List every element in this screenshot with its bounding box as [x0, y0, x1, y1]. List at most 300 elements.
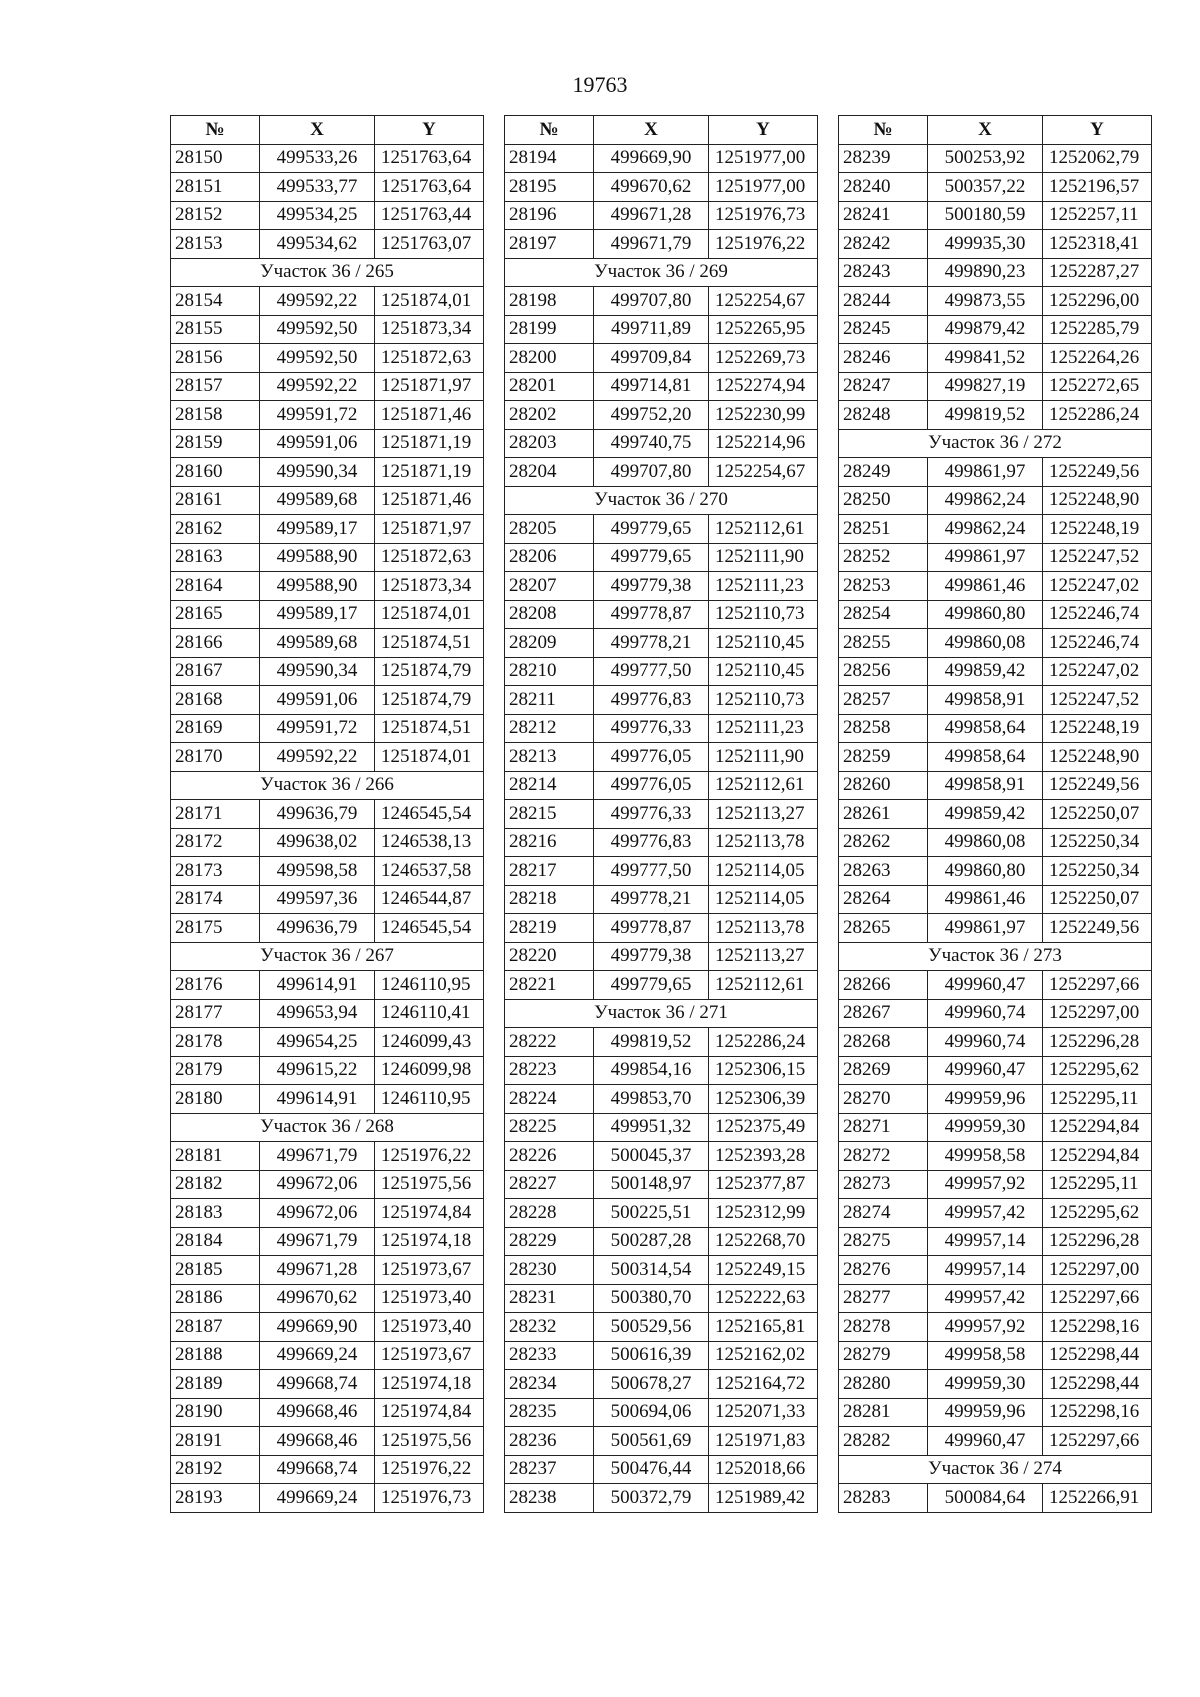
table-row — [171, 1484, 484, 1513]
y-coordinate-cell: 1246110,95 — [375, 971, 484, 1000]
point-number-cell: 28183 — [171, 1199, 260, 1228]
x-coordinate-cell: 499951,32 — [594, 1113, 709, 1142]
point-number-cell: 28205 — [505, 515, 594, 544]
x-coordinate-cell: 500253,92 — [928, 144, 1043, 173]
point-number-cell: 28282 — [839, 1427, 928, 1456]
section-title: Участок 36 / 265 — [171, 258, 484, 287]
y-coordinate-cell: 1251974,18 — [375, 1370, 484, 1399]
section-row — [171, 1113, 484, 1142]
point-number-cell: 28232 — [505, 1313, 594, 1342]
point-number-cell: 28199 — [505, 315, 594, 344]
point-number-cell: 28283 — [839, 1484, 928, 1513]
point-number-cell: 28269 — [839, 1056, 928, 1085]
x-coordinate-cell: 500084,64 — [928, 1484, 1043, 1513]
y-coordinate-cell: 1252249,56 — [1043, 458, 1152, 487]
x-coordinate-cell: 499636,79 — [260, 800, 375, 829]
x-coordinate-cell: 499740,75 — [594, 429, 709, 458]
point-number-cell: 28253 — [839, 572, 928, 601]
x-coordinate-cell: 499592,50 — [260, 344, 375, 373]
y-coordinate-cell: 1251763,64 — [375, 144, 484, 173]
y-coordinate-cell: 1252266,91 — [1043, 1484, 1152, 1513]
section-row — [505, 258, 818, 287]
point-number-cell: 28150 — [171, 144, 260, 173]
x-coordinate-cell: 499959,96 — [928, 1398, 1043, 1427]
table-row — [839, 857, 1152, 886]
x-coordinate-cell: 499776,83 — [594, 828, 709, 857]
table-row — [505, 1170, 818, 1199]
point-number-cell: 28246 — [839, 344, 928, 373]
header-row — [839, 116, 1152, 145]
table-row — [171, 1341, 484, 1370]
table-row — [171, 1256, 484, 1285]
y-coordinate-cell: 1252257,11 — [1043, 201, 1152, 230]
y-coordinate-cell: 1246538,13 — [375, 828, 484, 857]
point-number-cell: 28236 — [505, 1427, 594, 1456]
x-coordinate-cell: 499533,26 — [260, 144, 375, 173]
point-number-cell: 28256 — [839, 657, 928, 686]
x-coordinate-cell: 499589,17 — [260, 600, 375, 629]
point-number-cell: 28268 — [839, 1028, 928, 1057]
point-number-cell: 28181 — [171, 1142, 260, 1171]
y-coordinate-cell: 1252269,73 — [709, 344, 818, 373]
table-row — [839, 1427, 1152, 1456]
y-coordinate-cell: 1251976,73 — [375, 1484, 484, 1513]
y-coordinate-cell: 1251872,63 — [375, 344, 484, 373]
y-coordinate-cell: 1252295,11 — [1043, 1170, 1152, 1199]
x-coordinate-cell: 499959,30 — [928, 1113, 1043, 1142]
header-y: Y — [709, 116, 818, 145]
point-number-cell: 28164 — [171, 572, 260, 601]
point-number-cell: 28156 — [171, 344, 260, 373]
table-row — [505, 686, 818, 715]
x-coordinate-cell: 499638,02 — [260, 828, 375, 857]
table-row — [839, 372, 1152, 401]
table-row — [839, 743, 1152, 772]
x-coordinate-cell: 499668,46 — [260, 1427, 375, 1456]
table-row — [171, 401, 484, 430]
x-coordinate-cell: 500045,37 — [594, 1142, 709, 1171]
y-coordinate-cell: 1252287,27 — [1043, 258, 1152, 287]
y-coordinate-cell: 1252296,00 — [1043, 287, 1152, 316]
x-coordinate-cell: 500561,69 — [594, 1427, 709, 1456]
point-number-cell: 28265 — [839, 914, 928, 943]
table-row — [171, 1170, 484, 1199]
y-coordinate-cell: 1251873,34 — [375, 572, 484, 601]
table-row — [505, 429, 818, 458]
y-coordinate-cell: 1252295,62 — [1043, 1056, 1152, 1085]
x-coordinate-cell: 499779,38 — [594, 942, 709, 971]
table-row — [505, 1028, 818, 1057]
point-number-cell: 28235 — [505, 1398, 594, 1427]
y-coordinate-cell: 1252113,78 — [709, 914, 818, 943]
section-row — [171, 258, 484, 287]
y-coordinate-cell: 1252250,34 — [1043, 857, 1152, 886]
y-coordinate-cell: 1246544,87 — [375, 885, 484, 914]
y-coordinate-cell: 1252298,44 — [1043, 1370, 1152, 1399]
y-coordinate-cell: 1252393,28 — [709, 1142, 818, 1171]
table-row — [171, 515, 484, 544]
x-coordinate-cell: 499861,46 — [928, 885, 1043, 914]
table-row — [839, 999, 1152, 1028]
point-number-cell: 28221 — [505, 971, 594, 1000]
point-number-cell: 28182 — [171, 1170, 260, 1199]
table-row — [171, 1142, 484, 1171]
x-coordinate-cell: 499669,24 — [260, 1341, 375, 1370]
section-title: Участок 36 / 271 — [505, 999, 818, 1028]
x-coordinate-cell: 499709,84 — [594, 344, 709, 373]
y-coordinate-cell: 1252250,34 — [1043, 828, 1152, 857]
x-coordinate-cell: 499590,34 — [260, 458, 375, 487]
point-number-cell: 28188 — [171, 1341, 260, 1370]
table-row — [171, 743, 484, 772]
table-row — [839, 1484, 1152, 1513]
y-coordinate-cell: 1251977,00 — [709, 144, 818, 173]
x-coordinate-cell: 499589,68 — [260, 486, 375, 515]
y-coordinate-cell: 1252110,45 — [709, 629, 818, 658]
point-number-cell: 28204 — [505, 458, 594, 487]
y-coordinate-cell: 1252111,90 — [709, 743, 818, 772]
point-number-cell: 28170 — [171, 743, 260, 772]
point-number-cell: 28208 — [505, 600, 594, 629]
y-coordinate-cell: 1252164,72 — [709, 1370, 818, 1399]
x-coordinate-cell: 499614,91 — [260, 1085, 375, 1114]
section-title: Участок 36 / 272 — [839, 429, 1152, 458]
x-coordinate-cell: 499861,97 — [928, 458, 1043, 487]
y-coordinate-cell: 1252295,11 — [1043, 1085, 1152, 1114]
point-number-cell: 28202 — [505, 401, 594, 430]
y-coordinate-cell: 1252246,74 — [1043, 600, 1152, 629]
table-row — [171, 857, 484, 886]
table-row — [839, 287, 1152, 316]
y-coordinate-cell: 1246099,98 — [375, 1056, 484, 1085]
y-coordinate-cell: 1252306,39 — [709, 1085, 818, 1114]
table-row — [171, 144, 484, 173]
x-coordinate-cell: 499860,08 — [928, 629, 1043, 658]
point-number-cell: 28220 — [505, 942, 594, 971]
x-coordinate-cell: 499534,62 — [260, 230, 375, 259]
table-row — [171, 1199, 484, 1228]
x-coordinate-cell: 499668,46 — [260, 1398, 375, 1427]
x-coordinate-cell: 500148,97 — [594, 1170, 709, 1199]
point-number-cell: 28241 — [839, 201, 928, 230]
table-row — [505, 885, 818, 914]
table-row — [839, 1056, 1152, 1085]
y-coordinate-cell: 1252248,19 — [1043, 515, 1152, 544]
table-row — [171, 230, 484, 259]
y-coordinate-cell: 1252298,44 — [1043, 1341, 1152, 1370]
point-number-cell: 28237 — [505, 1455, 594, 1484]
y-coordinate-cell: 1252249,56 — [1043, 914, 1152, 943]
y-coordinate-cell: 1252110,73 — [709, 686, 818, 715]
x-coordinate-cell: 499589,17 — [260, 515, 375, 544]
point-number-cell: 28209 — [505, 629, 594, 658]
table-row — [505, 1256, 818, 1285]
y-coordinate-cell: 1252264,26 — [1043, 344, 1152, 373]
table-row — [171, 1284, 484, 1313]
x-coordinate-cell: 500372,79 — [594, 1484, 709, 1513]
point-number-cell: 28198 — [505, 287, 594, 316]
point-number-cell: 28190 — [171, 1398, 260, 1427]
y-coordinate-cell: 1252254,67 — [709, 287, 818, 316]
point-number-cell: 28166 — [171, 629, 260, 658]
table-row — [839, 600, 1152, 629]
table-row — [505, 600, 818, 629]
table-row — [505, 971, 818, 1000]
header-y: Y — [1043, 116, 1152, 145]
x-coordinate-cell: 499778,21 — [594, 629, 709, 658]
y-coordinate-cell: 1252297,66 — [1043, 971, 1152, 1000]
point-number-cell: 28271 — [839, 1113, 928, 1142]
table-row — [839, 486, 1152, 515]
x-coordinate-cell: 499778,87 — [594, 600, 709, 629]
table-row — [505, 201, 818, 230]
y-coordinate-cell: 1252318,41 — [1043, 230, 1152, 259]
x-coordinate-cell: 499776,05 — [594, 771, 709, 800]
y-coordinate-cell: 1251871,19 — [375, 429, 484, 458]
table-body — [839, 144, 1152, 1512]
point-number-cell: 28153 — [171, 230, 260, 259]
x-coordinate-cell: 499592,22 — [260, 743, 375, 772]
x-coordinate-cell: 499672,06 — [260, 1199, 375, 1228]
x-coordinate-cell: 499711,89 — [594, 315, 709, 344]
y-coordinate-cell: 1251763,07 — [375, 230, 484, 259]
x-coordinate-cell: 499776,83 — [594, 686, 709, 715]
coordinate-table-right — [838, 115, 1152, 1513]
table-row — [171, 828, 484, 857]
x-coordinate-cell: 499860,08 — [928, 828, 1043, 857]
x-coordinate-cell: 499592,22 — [260, 287, 375, 316]
table-row — [505, 1427, 818, 1456]
x-coordinate-cell: 499588,90 — [260, 543, 375, 572]
table-row — [505, 629, 818, 658]
x-coordinate-cell: 499591,72 — [260, 401, 375, 430]
table-row — [171, 800, 484, 829]
y-coordinate-cell: 1252298,16 — [1043, 1398, 1152, 1427]
table-row — [171, 486, 484, 515]
table-row — [505, 287, 818, 316]
table-row — [839, 1313, 1152, 1342]
y-coordinate-cell: 1251871,19 — [375, 458, 484, 487]
y-coordinate-cell: 1252312,99 — [709, 1199, 818, 1228]
point-number-cell: 28223 — [505, 1056, 594, 1085]
x-coordinate-cell: 499588,90 — [260, 572, 375, 601]
point-number-cell: 28194 — [505, 144, 594, 173]
table-body — [171, 144, 484, 1512]
header-number: № — [171, 116, 260, 145]
table-row — [171, 572, 484, 601]
x-coordinate-cell: 500287,28 — [594, 1227, 709, 1256]
point-number-cell: 28230 — [505, 1256, 594, 1285]
point-number-cell: 28176 — [171, 971, 260, 1000]
point-number-cell: 28154 — [171, 287, 260, 316]
table-row — [505, 857, 818, 886]
x-coordinate-cell: 499860,80 — [928, 857, 1043, 886]
y-coordinate-cell: 1252112,61 — [709, 515, 818, 544]
point-number-cell: 28171 — [171, 800, 260, 829]
table-row — [839, 230, 1152, 259]
table-row — [505, 657, 818, 686]
x-coordinate-cell: 500180,59 — [928, 201, 1043, 230]
x-coordinate-cell: 499671,79 — [594, 230, 709, 259]
x-coordinate-cell: 499615,22 — [260, 1056, 375, 1085]
y-coordinate-cell: 1252196,57 — [1043, 173, 1152, 202]
table-row — [839, 344, 1152, 373]
y-coordinate-cell: 1251874,01 — [375, 743, 484, 772]
table-row — [171, 429, 484, 458]
table-row — [171, 657, 484, 686]
y-coordinate-cell: 1251874,01 — [375, 287, 484, 316]
y-coordinate-cell: 1251975,56 — [375, 1427, 484, 1456]
x-coordinate-cell: 499654,25 — [260, 1028, 375, 1057]
section-title: Участок 36 / 269 — [505, 258, 818, 287]
x-coordinate-cell: 499819,52 — [594, 1028, 709, 1057]
x-coordinate-cell: 499707,80 — [594, 287, 709, 316]
point-number-cell: 28278 — [839, 1313, 928, 1342]
x-coordinate-cell: 499668,74 — [260, 1370, 375, 1399]
x-coordinate-cell: 499779,65 — [594, 971, 709, 1000]
table-row — [839, 971, 1152, 1000]
section-row — [171, 771, 484, 800]
x-coordinate-cell: 499590,34 — [260, 657, 375, 686]
y-coordinate-cell: 1252285,79 — [1043, 315, 1152, 344]
y-coordinate-cell: 1252297,00 — [1043, 1256, 1152, 1285]
x-coordinate-cell: 499879,42 — [928, 315, 1043, 344]
y-coordinate-cell: 1252111,90 — [709, 543, 818, 572]
x-coordinate-cell: 499957,14 — [928, 1256, 1043, 1285]
table-row — [505, 1284, 818, 1313]
point-number-cell: 28186 — [171, 1284, 260, 1313]
y-coordinate-cell: 1246110,41 — [375, 999, 484, 1028]
point-number-cell: 28207 — [505, 572, 594, 601]
point-number-cell: 28244 — [839, 287, 928, 316]
point-number-cell: 28159 — [171, 429, 260, 458]
table-row — [171, 1056, 484, 1085]
x-coordinate-cell: 499752,20 — [594, 401, 709, 430]
point-number-cell: 28184 — [171, 1227, 260, 1256]
table-row — [839, 1085, 1152, 1114]
point-number-cell: 28218 — [505, 885, 594, 914]
y-coordinate-cell: 1251973,67 — [375, 1341, 484, 1370]
x-coordinate-cell: 499960,74 — [928, 1028, 1043, 1057]
point-number-cell: 28179 — [171, 1056, 260, 1085]
x-coordinate-cell: 499614,91 — [260, 971, 375, 1000]
x-coordinate-cell: 499776,05 — [594, 743, 709, 772]
x-coordinate-cell: 499779,38 — [594, 572, 709, 601]
y-coordinate-cell: 1252113,27 — [709, 800, 818, 829]
table-row — [839, 458, 1152, 487]
x-coordinate-cell: 499960,47 — [928, 1056, 1043, 1085]
x-coordinate-cell: 499854,16 — [594, 1056, 709, 1085]
y-coordinate-cell: 1251871,46 — [375, 486, 484, 515]
table-row — [171, 1085, 484, 1114]
y-coordinate-cell: 1252111,23 — [709, 714, 818, 743]
header-y: Y — [375, 116, 484, 145]
point-number-cell: 28225 — [505, 1113, 594, 1142]
y-coordinate-cell: 1246545,54 — [375, 800, 484, 829]
table-row — [505, 942, 818, 971]
point-number-cell: 28178 — [171, 1028, 260, 1057]
x-coordinate-cell: 499858,91 — [928, 771, 1043, 800]
y-coordinate-cell: 1252254,67 — [709, 458, 818, 487]
table-row — [171, 999, 484, 1028]
point-number-cell: 28233 — [505, 1341, 594, 1370]
point-number-cell: 28217 — [505, 857, 594, 886]
y-coordinate-cell: 1251976,22 — [709, 230, 818, 259]
point-number-cell: 28162 — [171, 515, 260, 544]
x-coordinate-cell: 499957,92 — [928, 1170, 1043, 1199]
section-row — [171, 942, 484, 971]
y-coordinate-cell: 1251977,00 — [709, 173, 818, 202]
y-coordinate-cell: 1252274,94 — [709, 372, 818, 401]
point-number-cell: 28174 — [171, 885, 260, 914]
table-row — [839, 714, 1152, 743]
x-coordinate-cell: 499819,52 — [928, 401, 1043, 430]
x-coordinate-cell: 499841,52 — [928, 344, 1043, 373]
y-coordinate-cell: 1251971,83 — [709, 1427, 818, 1456]
x-coordinate-cell: 499672,06 — [260, 1170, 375, 1199]
table-row — [505, 1113, 818, 1142]
x-coordinate-cell: 499534,25 — [260, 201, 375, 230]
x-coordinate-cell: 499958,58 — [928, 1142, 1043, 1171]
x-coordinate-cell: 499669,90 — [594, 144, 709, 173]
x-coordinate-cell: 499859,42 — [928, 657, 1043, 686]
point-number-cell: 28169 — [171, 714, 260, 743]
table-row — [505, 1484, 818, 1513]
table-row — [505, 1227, 818, 1256]
y-coordinate-cell: 1251873,34 — [375, 315, 484, 344]
section-title: Участок 36 / 266 — [171, 771, 484, 800]
table-row — [505, 914, 818, 943]
y-coordinate-cell: 1251975,56 — [375, 1170, 484, 1199]
x-coordinate-cell: 499959,96 — [928, 1085, 1043, 1114]
table-row — [171, 686, 484, 715]
x-coordinate-cell: 499671,28 — [260, 1256, 375, 1285]
x-coordinate-cell: 499861,46 — [928, 572, 1043, 601]
point-number-cell: 28180 — [171, 1085, 260, 1114]
table-row — [839, 173, 1152, 202]
x-coordinate-cell: 499533,77 — [260, 173, 375, 202]
point-number-cell: 28172 — [171, 828, 260, 857]
table-row — [505, 1398, 818, 1427]
table-row — [171, 1455, 484, 1484]
y-coordinate-cell: 1246545,54 — [375, 914, 484, 943]
table-row — [171, 600, 484, 629]
point-number-cell: 28242 — [839, 230, 928, 259]
table-row — [171, 1227, 484, 1256]
header-x: X — [260, 116, 375, 145]
x-coordinate-cell: 499957,92 — [928, 1313, 1043, 1342]
y-coordinate-cell: 1251976,22 — [375, 1142, 484, 1171]
section-row — [839, 1455, 1152, 1484]
point-number-cell: 28152 — [171, 201, 260, 230]
y-coordinate-cell: 1252248,90 — [1043, 486, 1152, 515]
y-coordinate-cell: 1252249,15 — [709, 1256, 818, 1285]
table-row — [839, 201, 1152, 230]
x-coordinate-cell: 499592,50 — [260, 315, 375, 344]
table-row — [839, 657, 1152, 686]
y-coordinate-cell: 1251874,79 — [375, 686, 484, 715]
x-coordinate-cell: 499777,50 — [594, 657, 709, 686]
x-coordinate-cell: 499714,81 — [594, 372, 709, 401]
point-number-cell: 28251 — [839, 515, 928, 544]
table-row — [171, 458, 484, 487]
point-number-cell: 28262 — [839, 828, 928, 857]
point-number-cell: 28195 — [505, 173, 594, 202]
x-coordinate-cell: 499960,74 — [928, 999, 1043, 1028]
point-number-cell: 28270 — [839, 1085, 928, 1114]
table-row — [171, 1427, 484, 1456]
y-coordinate-cell: 1252306,15 — [709, 1056, 818, 1085]
